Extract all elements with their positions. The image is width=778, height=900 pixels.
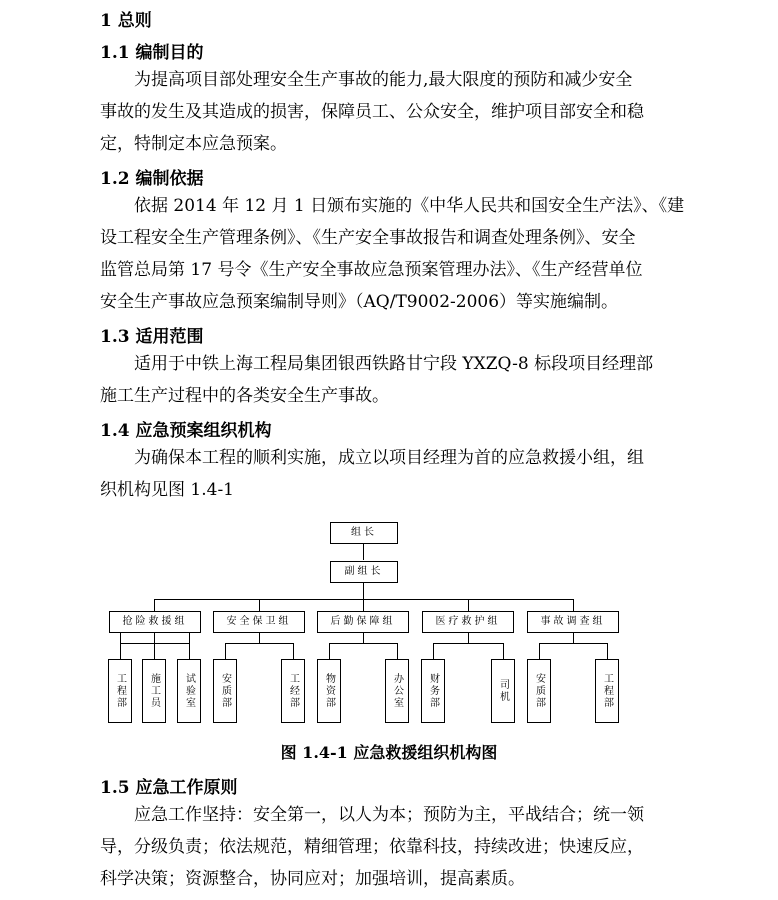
- paragraph-line: 监管总局第 17 号令《生产安全事故应急预案管理办法》、《生产经营单位: [100, 260, 643, 280]
- paragraph-line: 安全生产事故应急预案编制导则》（AQ/T9002-2006）等实施编制。: [100, 292, 619, 312]
- connector-line: [363, 583, 364, 599]
- paragraph-line: 设工程安全生产管理条例》、《生产安全事故报告和调查处理条例》、安全: [100, 228, 636, 248]
- org-unit-box: 财务部: [421, 659, 445, 723]
- org-group-rescue: 抢险救援组: [109, 611, 201, 633]
- org-unit-box: 工经部: [281, 659, 305, 723]
- paragraph-line: 导，分级负责；依法规范，精细管理；依靠科技，持续改进；快速反应，: [100, 837, 644, 857]
- connector-line: [607, 643, 608, 659]
- connector-line: [433, 643, 434, 659]
- paragraph-line: 适用于中铁上海工程局集团银西铁路甘宁段 YXZQ-8 标段项目经理部: [134, 354, 654, 374]
- paragraph-principles: [100, 799, 688, 895]
- paragraph-line: 定，特制定本应急预案。: [100, 134, 287, 154]
- connector-line: [539, 643, 540, 659]
- connector-line: [225, 643, 226, 659]
- connector-line: [363, 633, 364, 643]
- connector-line: [293, 643, 294, 659]
- connector-line: [329, 643, 330, 659]
- connector-line: [154, 633, 155, 659]
- org-unit-box: 工程部: [108, 659, 132, 723]
- org-leader-box: 组长: [330, 522, 398, 544]
- connector-line: [468, 633, 469, 643]
- connector-line: [120, 633, 121, 659]
- connector-line: [397, 643, 398, 659]
- connector-line: [573, 599, 574, 611]
- connector-line: [468, 599, 469, 611]
- org-unit-box: 安质部: [213, 659, 237, 723]
- section-heading-1: 1 总则: [100, 11, 152, 31]
- org-unit-box: 工程部: [595, 659, 619, 723]
- paragraph-purpose: [100, 64, 688, 160]
- org-unit-box: 安质部: [527, 659, 551, 723]
- paragraph-line: 织机构见图 1.4-1: [100, 480, 234, 500]
- connector-line: [259, 633, 260, 643]
- org-group-investigation: 事故调查组: [527, 611, 619, 633]
- connector-line: [503, 643, 504, 659]
- section-heading-1-5: 1.5 应急工作原则: [100, 778, 238, 798]
- connector-line: [433, 643, 503, 644]
- connector-line: [539, 643, 607, 644]
- paragraph-organization: [100, 442, 688, 506]
- org-unit-box: 司机: [491, 659, 515, 723]
- paragraph-basis: [100, 190, 688, 318]
- org-unit-box: 试验室: [177, 659, 201, 723]
- paragraph-line: 依据 2014 年 12 月 1 日颁布实施的《中华人民共和国安全生产法》、《建: [134, 196, 685, 216]
- connector-line: [329, 643, 397, 644]
- paragraph-line: 科学决策；资源整合，协同应对；加强培训，提高素质。: [100, 869, 525, 889]
- org-group-logistics: 后勤保障组: [317, 611, 409, 633]
- connector-line: [189, 633, 190, 659]
- connector-line: [154, 599, 155, 611]
- section-heading-1-3: 1.3 适用范围: [100, 327, 204, 347]
- org-unit-box: 物资部: [317, 659, 341, 723]
- org-unit-box: 施工员: [142, 659, 166, 723]
- connector-line: [225, 643, 293, 644]
- section-heading-1-1: 1.1 编制目的: [100, 43, 204, 63]
- org-chart: [0, 515, 778, 730]
- paragraph-line: 事故的发生及其造成的损害，保障员工、公众安全，维护项目部安全和稳: [100, 102, 644, 122]
- section-heading-1-4: 1.4 应急预案组织机构: [100, 421, 272, 441]
- org-group-medical: 医疗救护组: [422, 611, 514, 633]
- connector-line: [259, 599, 260, 611]
- paragraph-scope: [100, 348, 688, 412]
- paragraph-line: 应急工作坚持：安全第一，以人为本；预防为主，平战结合；统一领: [134, 805, 644, 825]
- paragraph-line: 施工生产过程中的各类安全生产事故。: [100, 386, 389, 406]
- connector-line: [363, 544, 364, 560]
- org-group-security: 安全保卫组: [213, 611, 305, 633]
- connector-line: [573, 633, 574, 643]
- connector-line: [363, 599, 364, 611]
- org-unit-box: 办公室: [385, 659, 409, 723]
- section-heading-1-2: 1.2 编制依据: [100, 169, 204, 189]
- paragraph-line: 为确保本工程的顺利实施，成立以项目经理为首的应急救援小组，组: [134, 448, 644, 468]
- org-deputy-box: 副组长: [330, 561, 398, 583]
- figure-caption: 图 1.4-1 应急救援组织机构图: [280, 743, 498, 762]
- paragraph-line: 为提高项目部处理安全生产事故的能力,最大限度的预防和减少安全: [134, 70, 633, 90]
